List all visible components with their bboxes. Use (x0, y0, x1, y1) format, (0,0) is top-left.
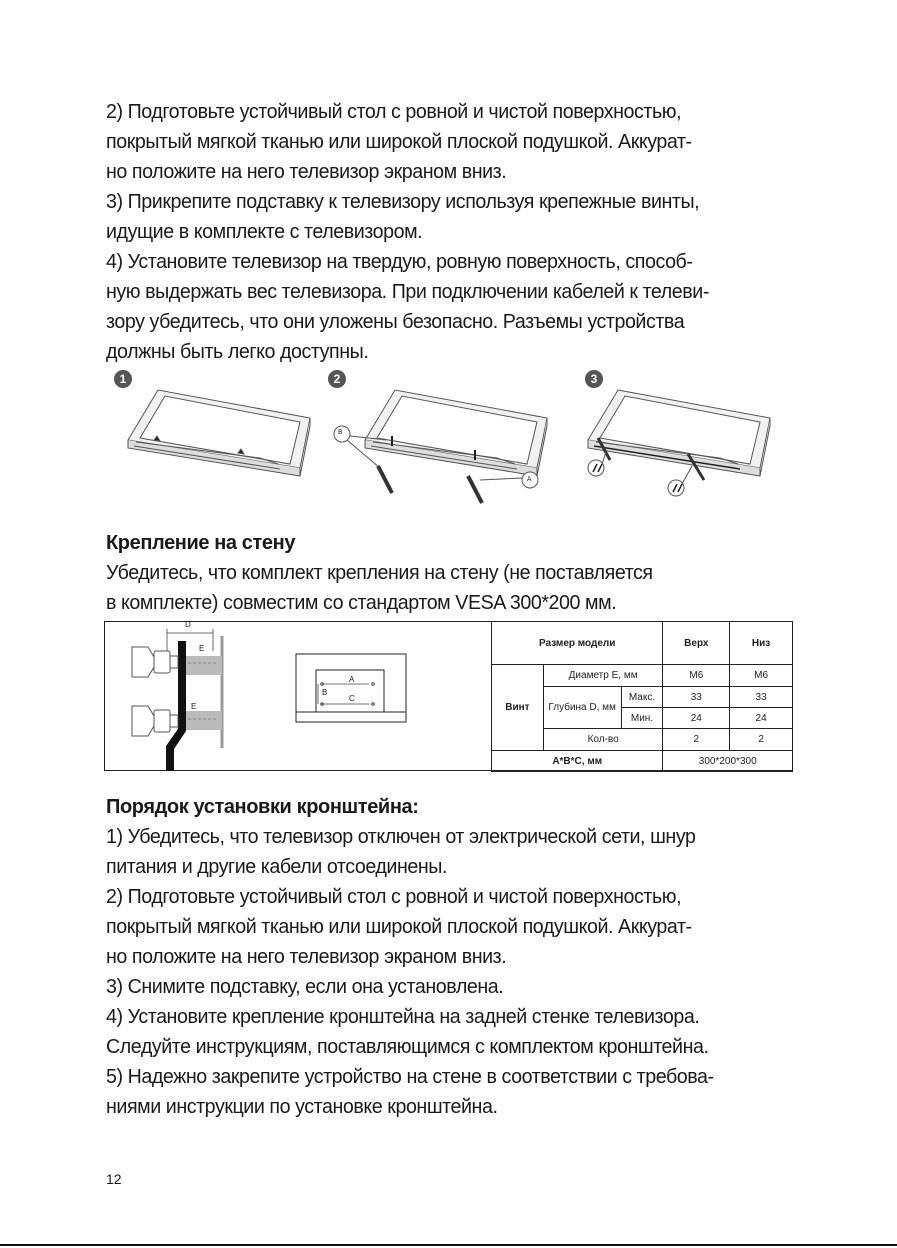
text-line: 4) Установите телевизор на твердую, ровную поверхность, способ- (106, 251, 693, 273)
text-line: покрытый мягкой тканью или широкой плоской подушкой. Аккурат- (106, 916, 692, 938)
vesa-a-label: A (349, 675, 355, 684)
abc-label: A*B*C, мм (492, 751, 663, 772)
depth-max-label: Макс. (621, 687, 663, 708)
page-number: 12 (106, 1171, 122, 1187)
text-line: должны быть легко доступны. (106, 341, 369, 363)
tv-illustrations (110, 368, 790, 513)
text-line: 2) Подготовьте устойчивый стол с ровной и чистой поверхностью, (106, 101, 682, 123)
bracket-screw-diagram (104, 621, 494, 771)
dimension-e-top-label: E (199, 644, 205, 653)
dimension-d-label: D (185, 620, 191, 629)
depth-min-top: 24 (663, 708, 730, 729)
text-line: но положите на него телевизор экраном вниз. (106, 161, 507, 183)
header-top: Верх (663, 622, 730, 665)
abc-value: 300*200*300 (663, 751, 793, 772)
screw-label: Винт (492, 665, 544, 751)
step-badge-2: 2 (328, 370, 346, 388)
text-line: 4) Установите крепление кронштейна на задней стенке телевизора. (106, 1006, 700, 1028)
callout-a-label: A (527, 475, 532, 483)
vesa-c-label: C (349, 694, 355, 703)
qty-label: Кол-во (543, 729, 663, 751)
text-line: зору убедитесь, что они уложены безопасно. Разъемы устройства (106, 311, 685, 333)
tv-face-down-step-1 (128, 390, 310, 476)
text-line: ную выдержать вес телевизора. При подключении кабелей к телеви- (106, 281, 709, 303)
text-line: Убедитесь, что комплект крепления на стену (не поставляется (106, 562, 653, 584)
page-bottom-rule (0, 1244, 897, 1246)
depth-label: Глубина D, мм (543, 687, 621, 729)
text-line: 1) Убедитесь, что телевизор отключен от электрической сети, шнур (106, 826, 696, 848)
wall-mount-intro (106, 558, 806, 618)
text-line: но положите на него телевизор экраном вниз. (106, 946, 507, 968)
stand-install-paragraph (106, 97, 806, 367)
bracket-install-steps (106, 822, 806, 1122)
text-line: идущие в комплекте с телевизором. (106, 221, 423, 243)
screw-spec-table (491, 621, 793, 772)
depth-min-bottom: 24 (730, 708, 793, 729)
depth-max-top: 33 (663, 687, 730, 708)
header-model-size: Размер модели (492, 622, 663, 665)
diameter-bottom: M6 (730, 665, 793, 687)
tv-face-down-step-3 (588, 390, 770, 496)
vesa-b-label: B (322, 688, 328, 697)
bracket-install-heading: Порядок установки кронштейна: (106, 796, 419, 818)
qty-top: 2 (663, 729, 730, 751)
text-line: покрытый мягкой тканью или широкой плоской подушкой. Аккурат- (106, 131, 692, 153)
text-line: 3) Снимите подставку, если она установлена. (106, 976, 504, 998)
text-line: ниями инструкции по установке кронштейна. (106, 1096, 498, 1118)
text-line: питания и другие кабели отсоединены. (106, 856, 448, 878)
text-line: 2) Подготовьте устойчивый стол с ровной и чистой поверхностью, (106, 886, 682, 908)
header-bottom: Низ (730, 622, 793, 665)
diameter-top: M6 (663, 665, 730, 687)
text-line: 5) Надежно закрепите устройство на стене в соответствии с требова- (106, 1066, 714, 1088)
callout-b-label: B (338, 428, 343, 436)
diameter-label: Диаметр E, мм (543, 665, 663, 687)
wall-mount-heading: Крепление на стену (106, 532, 296, 554)
dimension-e-bottom-label: E (191, 702, 197, 711)
text-line: в комплекте) совместим со стандартом VESA 300*200 мм. (106, 592, 617, 614)
text-line: 3) Прикрепите подставку к телевизору используя крепежные винты, (106, 191, 700, 213)
stand-install-illustrations (110, 368, 790, 513)
qty-bottom: 2 (730, 729, 793, 751)
depth-max-bottom: 33 (730, 687, 793, 708)
depth-min-label: Мин. (621, 708, 663, 729)
step-badge-3: 3 (585, 370, 603, 388)
tv-face-down-step-2 (334, 390, 547, 503)
text-line: Следуйте инструкциям, поставляющимся с комплектом кронштейна. (106, 1036, 709, 1058)
step-badge-1: 1 (114, 370, 132, 388)
